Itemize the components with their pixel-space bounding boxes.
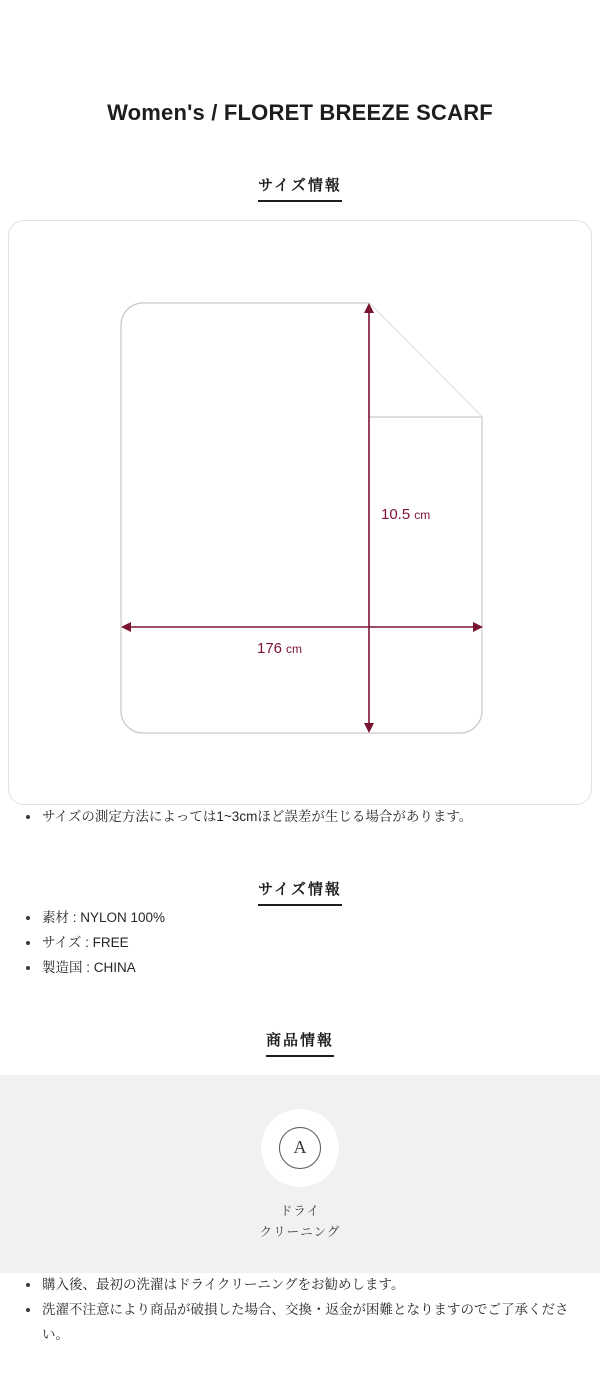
page-title: Women's / FLORET BREEZE SCARF [107,100,493,125]
size-diagram-card [8,220,592,805]
height-label-unit: cm [414,508,431,522]
list-item: 洗濯不注意により商品が破損した場合、交換・返金が困難となりますのでご了承ください。 [24,1298,580,1348]
list-item: サイズの測定方法によっては1~3cmほど誤差が生じる場合があります。 [24,805,580,830]
care-note-list [0,1273,600,1348]
material-info-heading [0,830,600,906]
dry-clean-icon [261,1109,339,1187]
list-item: 素材 : NYLON 100% [24,906,580,931]
width-label-value: 176 [257,640,283,657]
material-info-heading-text: サイズ情報 [258,878,342,906]
care-symbol-label-line1: ドライ [279,1203,321,1218]
list-item: 製造国 : CHINA [24,956,580,981]
care-symbol-label-line2: クリーニング [259,1225,341,1240]
size-info-heading [0,126,600,202]
care-info-heading [0,981,600,1057]
dry-clean-icon-letter: A [279,1127,321,1169]
care-symbol-label [0,1201,600,1244]
height-label-value: 10.5 [381,506,411,523]
height-label [381,506,430,523]
width-label [257,640,302,657]
measure-note-list [0,805,600,830]
care-symbol-block [0,1075,600,1274]
list-item: 購入後、最初の洗濯はドライクリーニングをお勧めします。 [24,1273,580,1298]
list-item: サイズ : FREE [24,931,580,956]
width-label-unit: cm [286,642,303,656]
care-info-heading-text: 商品情報 [266,1029,334,1057]
scarf-size-diagram [9,221,592,804]
size-info-heading-text: サイズ情報 [258,174,342,202]
spec-list [0,906,600,981]
